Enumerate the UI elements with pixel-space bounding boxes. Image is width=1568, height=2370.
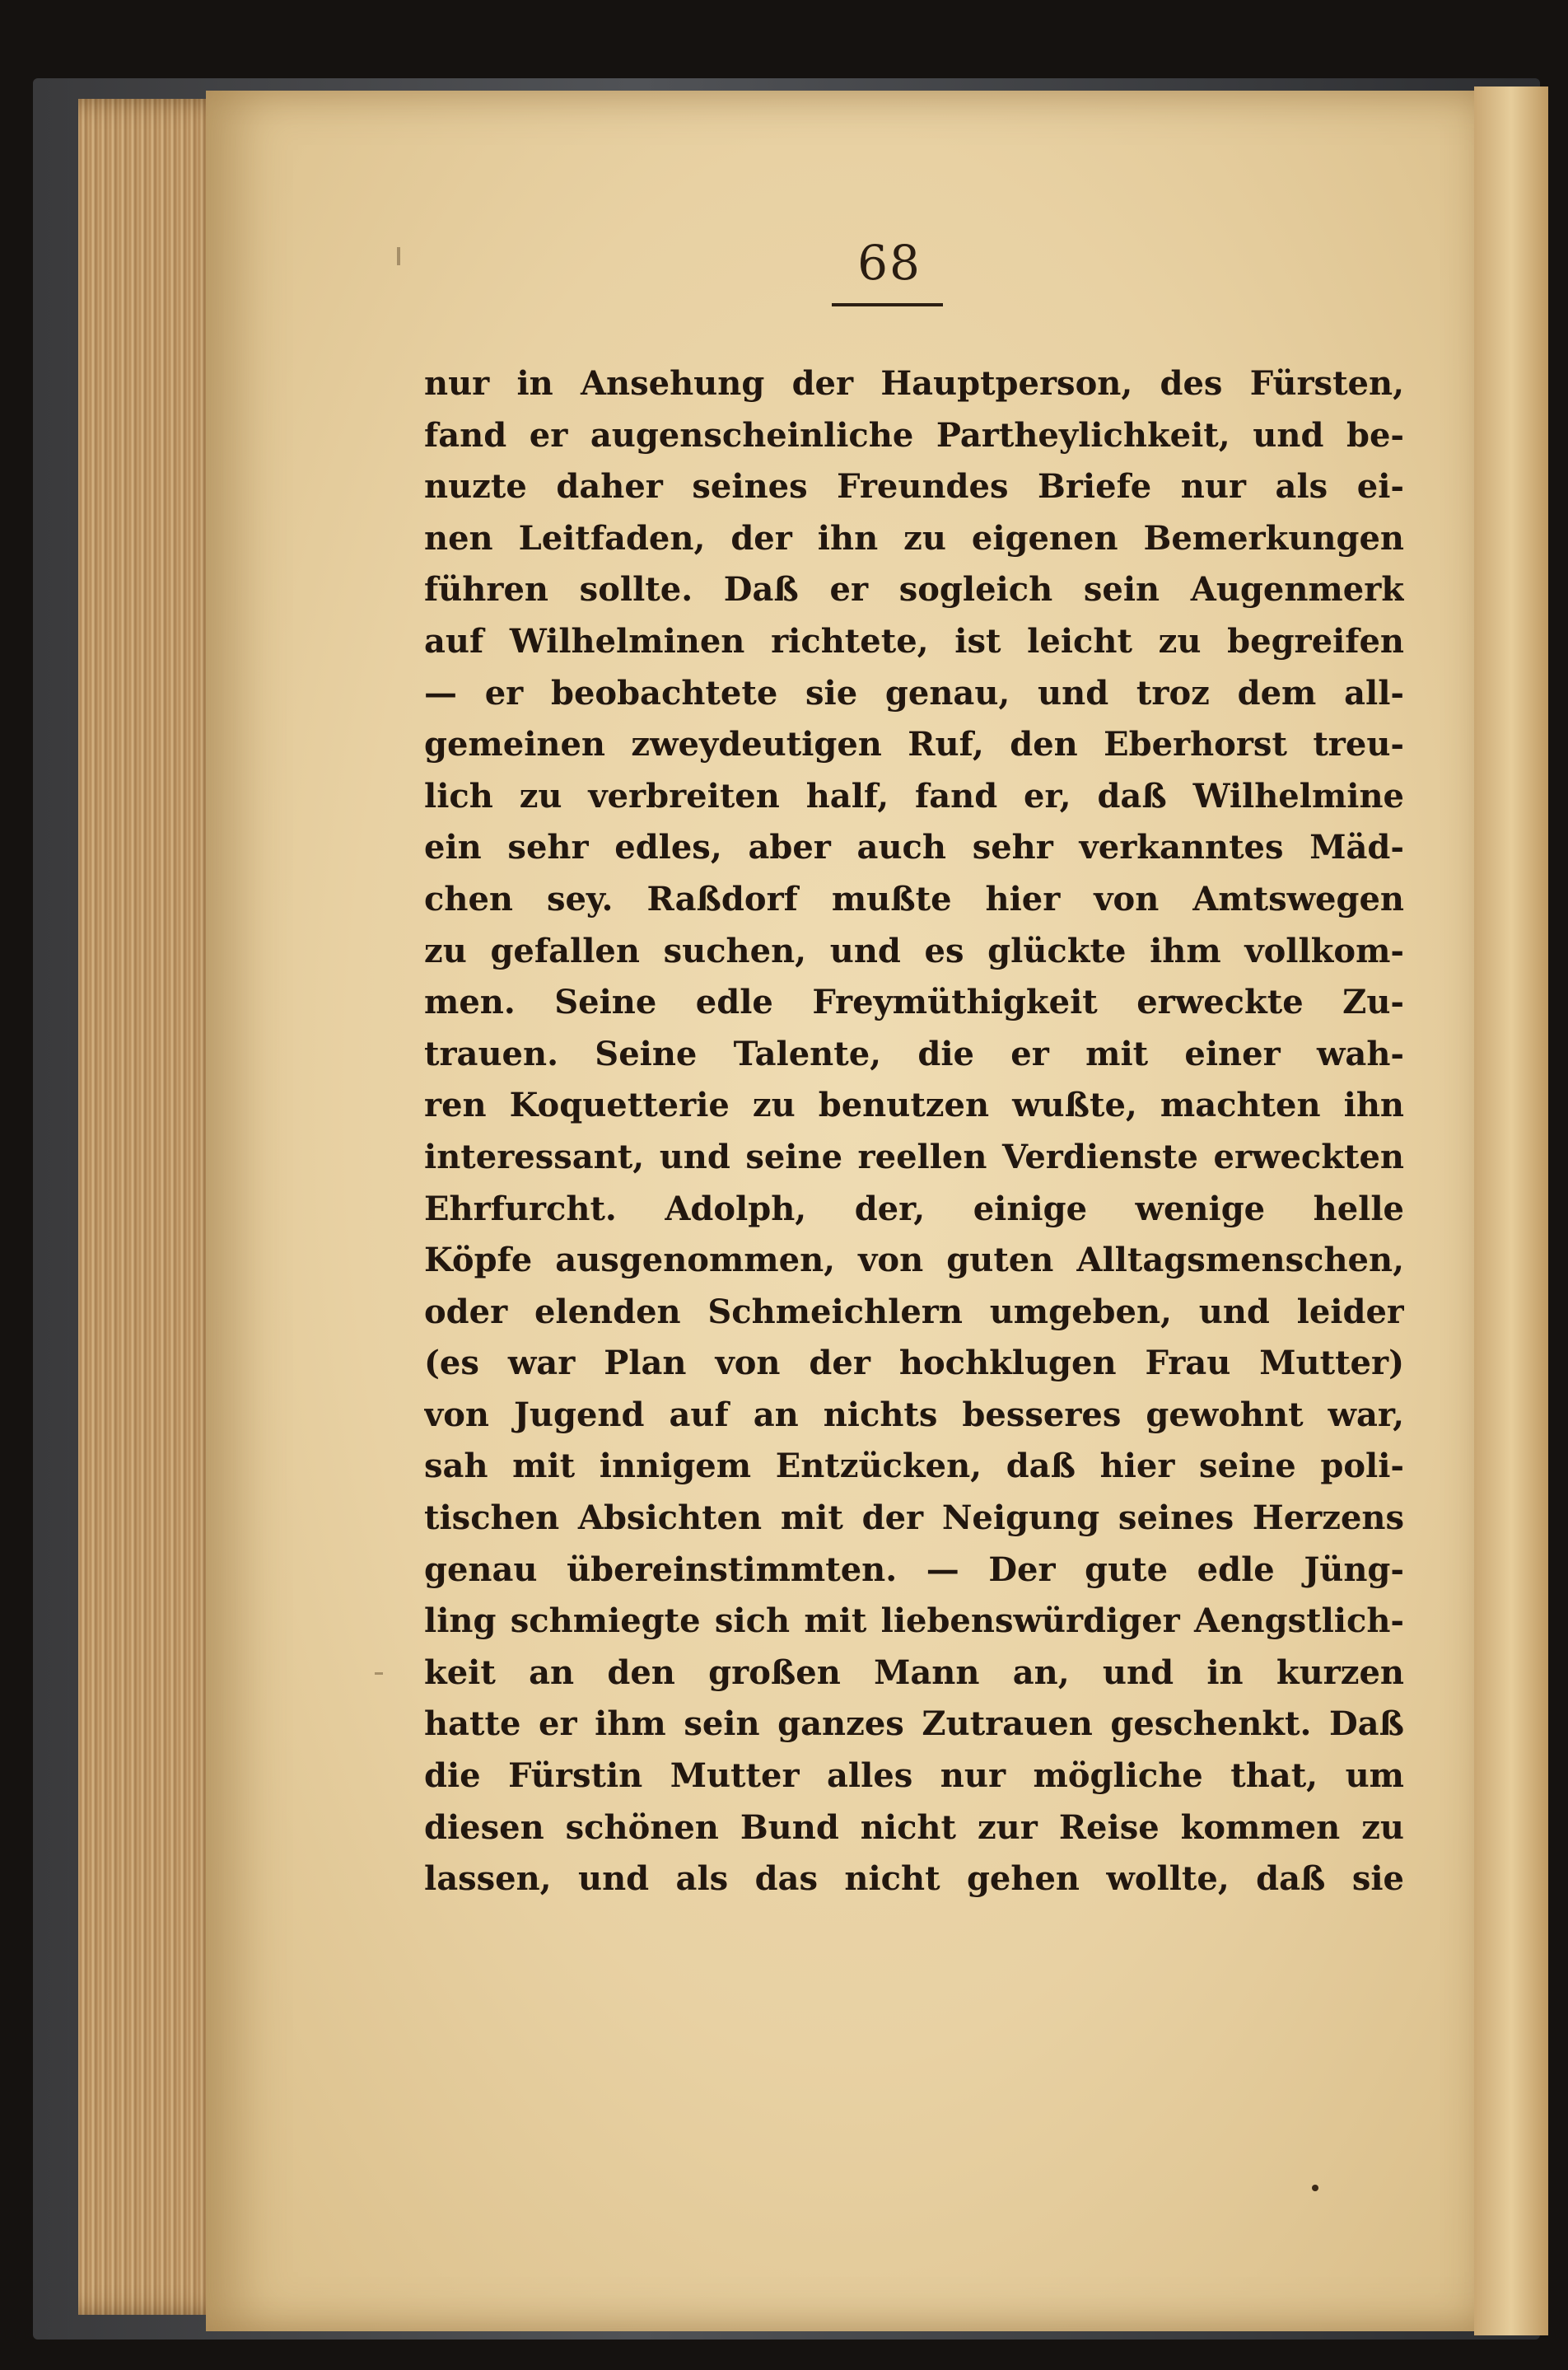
text-line: nen Leitfaden, der ihn zu eigenen Bemerkungen xyxy=(424,518,1404,558)
text-line: — er beobachtete sie genau, und troz dem all- xyxy=(424,673,1404,713)
text-line: gemeinen zweydeutigen Ruf, den Eberhorst treu- xyxy=(424,725,1404,764)
text-line: hatte er ihm sein ganzes Zutrauen geschenkt. Daß xyxy=(424,1704,1404,1744)
text-line: lassen, und als das nicht gehen wollte, daß sie xyxy=(424,1859,1404,1899)
text-line: tischen Absichten mit der Neigung seines Herzens xyxy=(424,1498,1404,1538)
text-line: Ehrfurcht. Adolph, der, einige wenige helle xyxy=(424,1189,1404,1228)
ink-dot xyxy=(1312,2185,1318,2191)
text-line: sah mit innigem Entzücken, daß hier seine poli- xyxy=(424,1447,1404,1486)
paper-speck xyxy=(397,247,400,265)
text-line: fand er augenscheinliche Partheylichkeit, und be- xyxy=(424,415,1404,455)
text-line: nuzte daher seines Freundes Briefe nur als ei- xyxy=(424,467,1404,507)
page-number-rule xyxy=(832,303,943,306)
text-line: oder elenden Schmeichlern umgeben, und leider xyxy=(424,1292,1404,1331)
text-line: chen sey. Raßdorf mußte hier von Amtswegen xyxy=(424,879,1404,919)
text-line: ling schmiegte sich mit liebenswürdiger Aengstlich- xyxy=(424,1601,1404,1641)
text-line: lich zu verbreiten half, fand er, daß Wilhelmine xyxy=(424,776,1404,816)
text-line: interessant, und seine reellen Verdienste erweckten xyxy=(424,1137,1404,1176)
text-line: trauen. Seine Talente, die er mit einer wah- xyxy=(424,1034,1404,1073)
text-line: ein sehr edles, aber auch sehr verkanntes Mäd- xyxy=(424,828,1404,867)
text-line: nur in Ansehung der Hauptperson, des Fürsten, xyxy=(424,364,1404,403)
body-text xyxy=(424,358,1404,1905)
paper-speck xyxy=(375,1672,383,1675)
text-line: führen sollte. Daß er sogleich sein Augenmerk xyxy=(424,570,1404,610)
text-line: keit an den großen Mann an, und in kurzen xyxy=(424,1652,1404,1692)
text-line: diesen schönen Bund nicht zur Reise kommen zu xyxy=(424,1807,1404,1847)
text-line: von Jugend auf an nichts besseres gewohnt war, xyxy=(424,1395,1404,1434)
page-number: 68 xyxy=(857,235,922,291)
text-line: (es war Plan von der hochklugen Frau Mutter) xyxy=(424,1344,1404,1383)
text-line: Köpfe ausgenommen, von guten Alltagsmenschen, xyxy=(424,1241,1404,1280)
text-line: die Fürstin Mutter alles nur mögliche that, um xyxy=(424,1756,1404,1796)
text-line: auf Wilhelminen richtete, ist leicht zu begreifen xyxy=(424,621,1404,661)
page-gutter xyxy=(1474,86,1548,2335)
text-line: men. Seine edle Freymüthigkeit erweckte Zu- xyxy=(424,983,1404,1022)
text-line: ren Koquetterie zu benutzen wußte, machten ihn xyxy=(424,1086,1404,1125)
text-line: zu gefallen suchen, und es glückte ihm vollkom- xyxy=(424,931,1404,970)
text-line: genau übereinstimmten. — Der gute edle Jüng- xyxy=(424,1550,1404,1589)
